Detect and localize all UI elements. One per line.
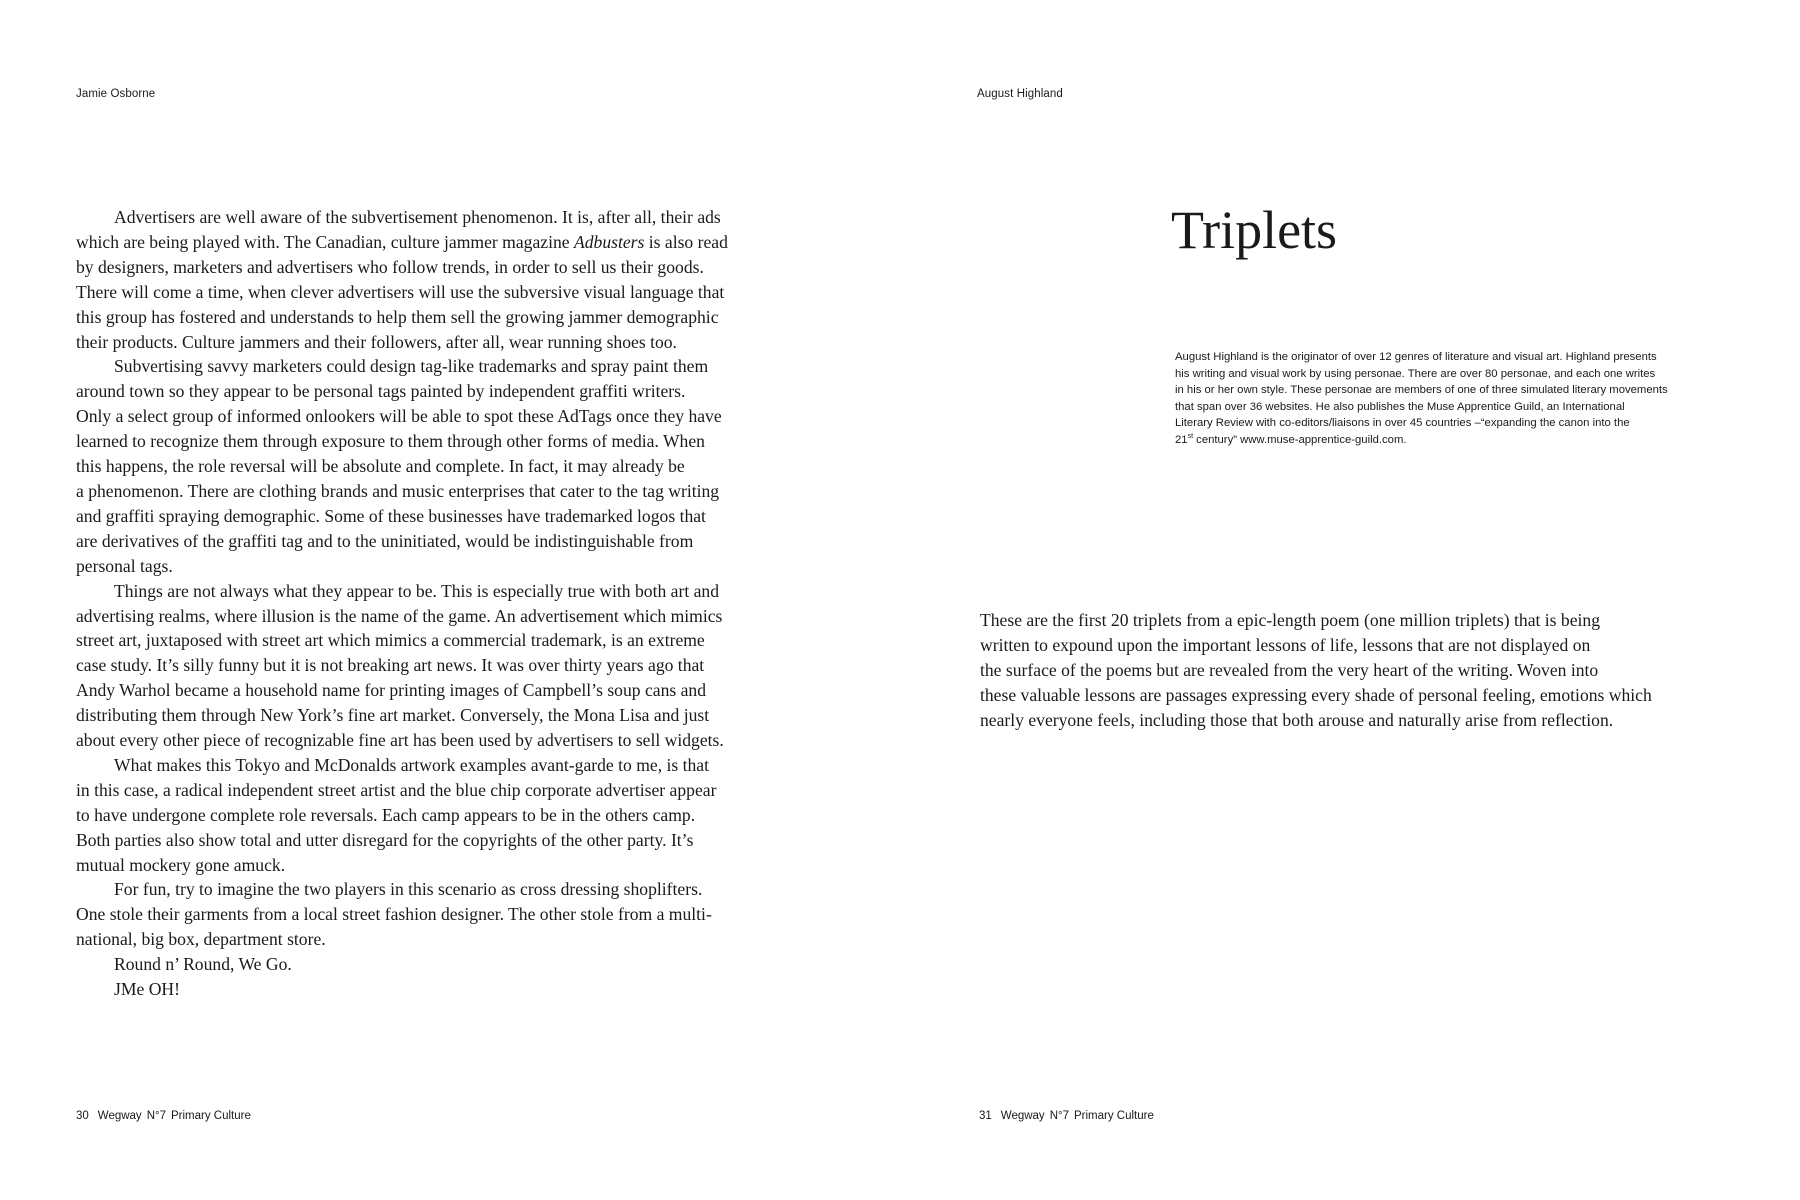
running-head-author: Jamie Osborne	[76, 88, 156, 100]
intro-line: These are the first 20 triplets from a epic-length poem (one million triplets) that is being	[980, 610, 1601, 630]
text-line: Only a select group of informed onlookers will be able to spot these AdTags once they have	[76, 406, 722, 427]
text-line: are derivatives of the graffiti tag and to the uninitiated, would be indistinguishable from	[76, 530, 694, 551]
text-line: around town so they appear to be personal tags painted by independent graffiti writers.	[76, 381, 686, 402]
section-name: Primary Culture	[1074, 1110, 1154, 1122]
text-line: distributing them through New York’s fine art market. Conversely, the Mona Lisa and just	[76, 705, 710, 726]
text-line: For fun, try to imagine the two players in this scenario as cross dressing shoplifters.	[114, 879, 703, 900]
intro-line: these valuable lessons are passages expressing every shade of personal feeling, emotions which	[980, 684, 1652, 705]
text-line	[76, 230, 836, 255]
text-line: case study. It’s silly funny but it is not breaking art news. It was over thirty years ago that	[76, 655, 705, 676]
page-footer	[76, 1110, 251, 1122]
text-run: 21	[1175, 433, 1188, 446]
issue-number: N°7	[146, 1110, 166, 1122]
right-page	[900, 0, 1800, 1200]
text-line: in this case, a radical independent street artist and the blue chip corporate advertiser appear	[76, 779, 717, 800]
text-run: century” www.muse-apprentice-guild.com.	[1193, 433, 1407, 446]
issue-number: N°7	[1049, 1110, 1069, 1122]
text-line: Both parties also show total and utter disregard for the copyrights of the other party. It’s	[76, 829, 694, 850]
article-title: Triplets	[1171, 200, 1338, 260]
article-body	[76, 205, 836, 1002]
text-line: this happens, the role reversal will be absolute and complete. In fact, it may already be	[76, 456, 685, 477]
text-line: to have undergone complete role reversals. Each camp appears to be in the others camp.	[76, 804, 696, 825]
text-run: which are being played with. The Canadian, culture jammer magazine	[76, 231, 574, 252]
text-line: and graffiti spraying demographic. Some of these businesses have trademarked logos that	[76, 505, 706, 526]
text-line: mutual mockery gone amuck.	[76, 854, 286, 875]
text-line: One stole their garments from a local street fashion designer. The other stole from a multi-	[76, 904, 712, 925]
running-head-author: August Highland	[977, 88, 1063, 100]
bio-line	[1175, 432, 1775, 449]
bio-line: August Highland is the originator of over 12 genres of literature and visual art. Highland presents	[1175, 351, 1657, 363]
bio-line: in his or her own style. These personae are members of one of three simulated literary movements	[1175, 384, 1668, 397]
text-line: about every other piece of recognizable fine art has been used by advertisers to sell widgets.	[76, 730, 724, 751]
bio-line: his writing and visual work by using personae. There are over 80 personae, and each one writes	[1175, 367, 1656, 380]
author-bio	[1175, 349, 1775, 449]
text-line: by designers, marketers and advertisers who follow trends, in order to sell us their goods.	[76, 256, 704, 277]
intro-line: written to expound upon the important lessons of life, lessons that are not displayed on	[980, 634, 1591, 655]
text-line: a phenomenon. There are clothing brands and music enterprises that cater to the tag writing	[76, 480, 720, 501]
text-line: national, big box, department store.	[76, 929, 326, 950]
text-line: personal tags.	[76, 555, 173, 576]
text-line: Things are not always what they appear to be. This is especially true with both art and	[114, 580, 720, 601]
text-line: this group has fostered and understands to help them sell the growing jammer demographic	[76, 306, 719, 327]
text-line: learned to recognize them through exposure to them through other forms of media. When	[76, 431, 705, 452]
bio-line: that span over 36 websites. He also publishes the Muse Apprentice Guild, an International	[1175, 400, 1625, 413]
magazine-name: Wegway	[97, 1110, 142, 1122]
text-run: is also read	[644, 231, 728, 252]
text-line: Advertisers are well aware of the subvertisement phenomenon. It is, after all, their ads	[114, 207, 721, 227]
page-footer	[979, 1110, 1154, 1122]
text-line: JMe OH!	[114, 979, 180, 1000]
text-line: street art, juxtaposed with street art which mimics a commercial trademark, is an extreme	[76, 630, 705, 651]
text-line: Round n’ Round, We Go.	[114, 954, 292, 975]
magazine-title-italic: Adbusters	[573, 231, 645, 252]
text-line: Andy Warhol became a household name for printing images of Campbell’s soup cans and	[76, 680, 707, 701]
text-line: There will come a time, when clever advertisers will use the subversive visual language that	[76, 281, 725, 302]
page-number: 30	[76, 1110, 89, 1122]
bio-line: Literary Review with co-editors/liaisons in over 45 countries –“expanding the canon into the	[1175, 417, 1630, 430]
intro-line: nearly everyone feels, including those that both arouse and naturally arise from reflection.	[980, 709, 1614, 730]
section-name: Primary Culture	[171, 1110, 251, 1122]
page-number: 31	[979, 1110, 992, 1122]
text-line: their products. Culture jammers and their followers, after all, wear running shoes too.	[76, 331, 677, 352]
article-intro	[980, 608, 1770, 733]
text-line: advertising realms, where illusion is the name of the game. An advertisement which mimics	[76, 605, 723, 626]
magazine-name: Wegway	[1000, 1110, 1045, 1122]
ordinal-suffix: st	[1187, 433, 1194, 441]
intro-line: the surface of the poems but are revealed from the very heart of the writing. Woven into	[980, 659, 1599, 680]
text-line: What makes this Tokyo and McDonalds artwork examples avant-garde to me, is that	[114, 754, 710, 775]
text-line: Subvertising savvy marketers could design tag-like trademarks and spray paint them	[114, 356, 709, 377]
